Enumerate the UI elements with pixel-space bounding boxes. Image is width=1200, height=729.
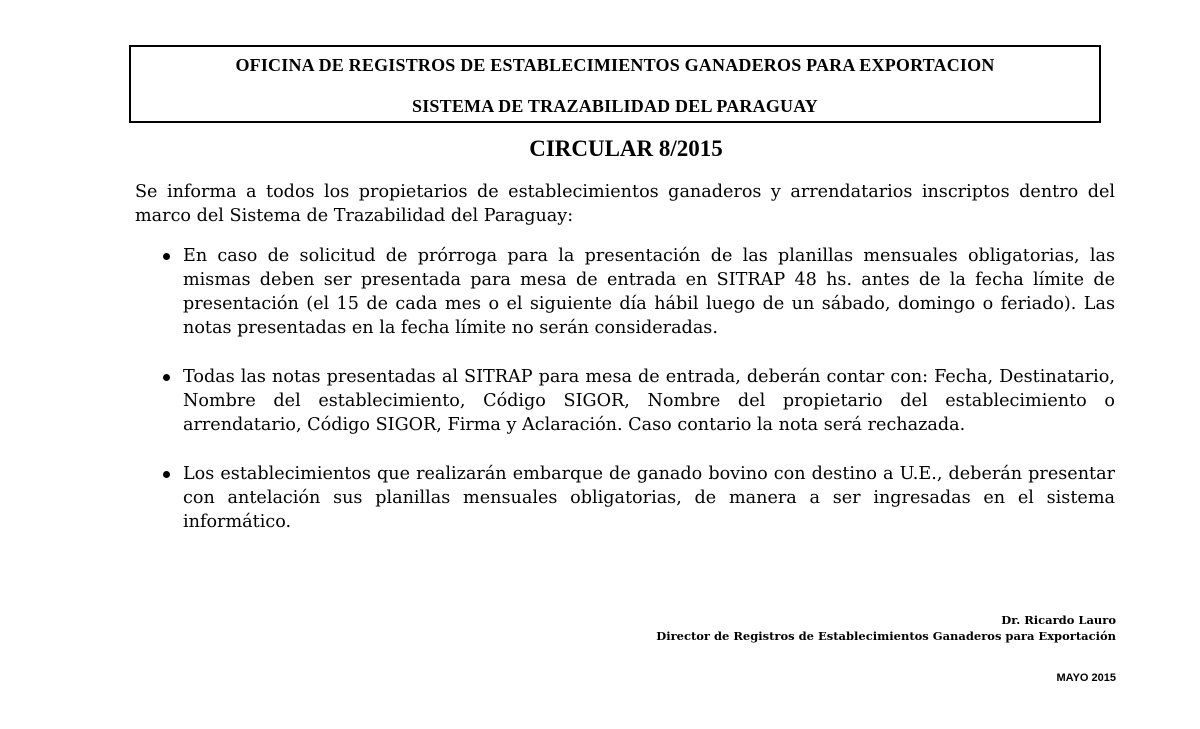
circular-title: CIRCULAR 8/2015: [529, 136, 723, 161]
bullet-text: Los establecimientos que realizarán embarque de ganado bovino con destino a U.E., deberán presentar con antelación sus planillas mensuales obligatorias, de manera a ser ingresadas en el sistema informático.: [183, 464, 1115, 532]
signature-block: [656, 612, 1116, 644]
list-item: [135, 365, 1115, 437]
signer-name: Dr. Ricardo Lauro: [1001, 613, 1116, 627]
document-date: MAYO 2015: [1056, 672, 1116, 684]
office-name: OFICINA DE REGISTROS DE ESTABLECIMIENTOS GANADEROS PARA EXPORTACION: [235, 55, 995, 75]
intro-paragraph: Se informa a todos los propietarios de establecimientos ganaderos y arrendatarios inscriptos dentro del marco del Sistema de Trazabilidad del Paraguay:: [135, 182, 1115, 226]
bullet-icon: [163, 471, 170, 478]
system-name: SISTEMA DE TRAZABILIDAD DEL PARAGUAY: [412, 96, 818, 116]
list-item: [135, 244, 1115, 340]
bullet-icon: [163, 253, 170, 260]
bullet-text: En caso de solicitud de prórroga para la presentación de las planillas mensuales obligatorias, las mismas deben ser presentada para mesa de entrada en SITRAP 48 hs. antes de la fecha límite de presentación (el 15 de cada mes o el siguiente día hábil luego de un sábado, domingo o feriado). Las notas presentadas en la fecha límite no serán consideradas.: [183, 246, 1115, 338]
header-box: [129, 45, 1101, 123]
bullet-text: Todas las notas presentadas al SITRAP para mesa de entrada, deberán contar con: Fecha, Destinatario, Nombre del establecimiento, Código SIGOR, Nombre del propietario del establecimiento o arrendatario, Código SIGOR, Firma y Aclaración. Caso contario la nota será rechazada.: [183, 367, 1115, 435]
bullet-list: [135, 244, 1115, 534]
list-item: [135, 462, 1115, 534]
signer-role: Director de Registros de Establecimientos Ganaderos para Exportación: [656, 629, 1116, 643]
bullet-icon: [163, 374, 170, 381]
